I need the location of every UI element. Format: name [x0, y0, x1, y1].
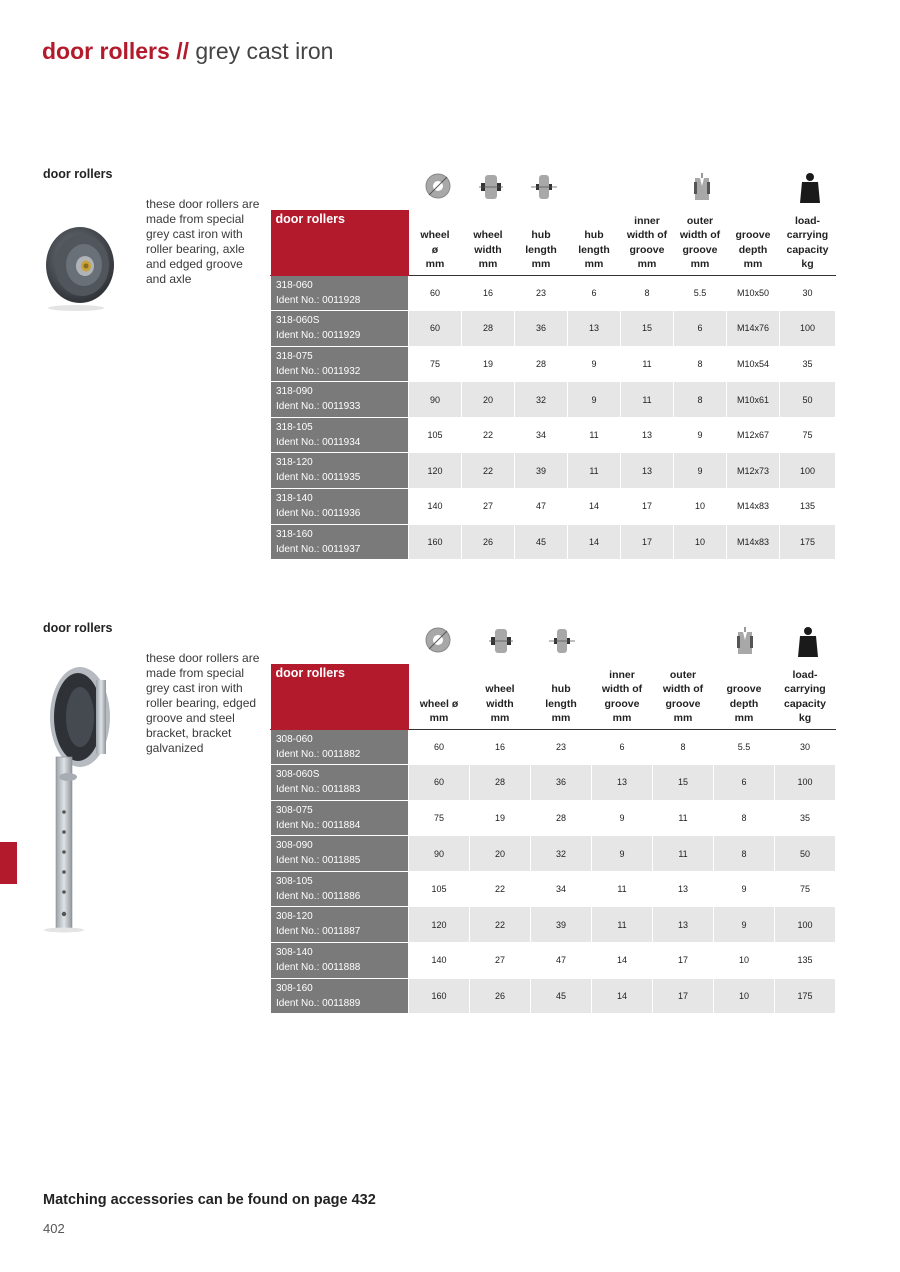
value-cell: 13: [568, 311, 621, 347]
value-cell: 9: [568, 382, 621, 418]
product-code-cell: [271, 907, 409, 943]
header-line: outer: [669, 668, 697, 681]
product-code-cell: [271, 765, 409, 801]
chapter-marker-tab: [0, 842, 17, 884]
header-line: width of: [662, 683, 704, 695]
header-line: mm: [478, 258, 498, 270]
table-row: [271, 871, 836, 907]
value-cell: 47: [515, 489, 568, 525]
header-line: wheel ø: [419, 697, 459, 710]
wheel-diameter-icon: [424, 626, 452, 654]
column-header-inner-groove-width: [621, 210, 674, 275]
value-cell: 8: [674, 382, 727, 418]
column-header-wheel-diameter: [409, 210, 462, 275]
value-cell: 8: [621, 275, 674, 311]
value-cell: 9: [714, 871, 775, 907]
value-cell: 13: [653, 907, 714, 943]
section-2-title: door rollers: [43, 621, 113, 635]
value-cell: 14: [592, 978, 653, 1014]
product-code: 318-060: [276, 279, 313, 291]
value-cell: 22: [470, 907, 531, 943]
value-cell: 10: [674, 524, 727, 560]
value-cell: 28: [462, 311, 515, 347]
value-cell: 14: [592, 943, 653, 979]
value-cell: 34: [531, 871, 592, 907]
column-header-hub-length-2: [568, 210, 621, 275]
value-cell: 9: [714, 907, 775, 943]
value-cell: 35: [775, 800, 836, 836]
product-code: 308-105: [276, 875, 313, 887]
table-row: [271, 346, 836, 382]
header-line: length: [525, 243, 557, 256]
page-number: 402: [43, 1221, 65, 1236]
column-header-inner-groove-width: [592, 664, 653, 729]
column-header-outer-groove-width: [653, 664, 714, 729]
ident-number: Ident No.: 0011883: [276, 784, 361, 796]
wheel-diameter-icon: [424, 172, 452, 200]
header-line: capacity: [783, 697, 827, 710]
value-cell: 34: [515, 417, 568, 453]
header-line: mm: [425, 258, 445, 270]
product-table-318: [270, 210, 836, 560]
value-cell: 19: [470, 800, 531, 836]
product-code-cell: [271, 382, 409, 418]
wheel-width-icon: [489, 626, 513, 656]
header-line: wheel: [485, 683, 515, 695]
value-cell: 60: [409, 729, 470, 765]
value-cell: 90: [409, 382, 462, 418]
value-cell: 6: [674, 311, 727, 347]
table-title: door rollers: [271, 210, 409, 275]
value-cell: 13: [621, 417, 674, 453]
column-header-outer-groove-width: [674, 210, 727, 275]
table-row: [271, 907, 836, 943]
product-code: 318-060S: [276, 315, 320, 327]
value-cell: 11: [592, 871, 653, 907]
product-code: 308-120: [276, 911, 313, 923]
value-cell: 47: [531, 943, 592, 979]
value-cell: 35: [780, 346, 836, 382]
value-cell: 32: [515, 382, 568, 418]
value-cell: 20: [470, 836, 531, 872]
header-line: groove: [735, 229, 771, 241]
value-cell: 17: [621, 524, 674, 560]
groove-width-icon: [692, 172, 712, 202]
value-cell: 175: [775, 978, 836, 1014]
ident-number: Ident No.: 0011886: [276, 890, 361, 902]
value-cell: 10: [714, 943, 775, 979]
table-row: [271, 800, 836, 836]
load-weight-icon: [796, 626, 820, 658]
header-line: depth: [738, 243, 768, 256]
product-code: 318-090: [276, 386, 313, 398]
table-row: [271, 382, 836, 418]
value-cell: M10x54: [727, 346, 780, 382]
header-line: depth: [729, 697, 759, 710]
value-cell: 14: [568, 524, 621, 560]
value-cell: 28: [515, 346, 568, 382]
product-code-cell: [271, 729, 409, 765]
value-cell: 20: [462, 382, 515, 418]
value-cell: 105: [409, 417, 462, 453]
value-cell: 140: [409, 489, 462, 525]
header-line: kg: [798, 712, 812, 724]
header-line: mm: [612, 712, 632, 724]
ident-number: Ident No.: 0011928: [276, 294, 361, 306]
value-cell: 140: [409, 943, 470, 979]
value-cell: 60: [409, 765, 470, 801]
section-1-description: these door rollers are made from special grey cast iron with roller bearing, axle and edged groove and axle: [146, 197, 260, 286]
value-cell: 27: [470, 943, 531, 979]
value-cell: 32: [531, 836, 592, 872]
value-cell: 19: [462, 346, 515, 382]
value-cell: 22: [462, 453, 515, 489]
value-cell: M10x61: [727, 382, 780, 418]
value-cell: 160: [409, 524, 462, 560]
load-weight-icon: [798, 172, 822, 204]
product-code-cell: [271, 871, 409, 907]
header-line: capacity: [786, 243, 829, 256]
header-line: mm: [490, 712, 510, 724]
value-cell: 11: [653, 836, 714, 872]
column-header-groove-depth: [714, 664, 775, 729]
product-code-cell: [271, 346, 409, 382]
value-cell: 90: [409, 836, 470, 872]
value-cell: 45: [531, 978, 592, 1014]
table-row: [271, 836, 836, 872]
product-code-cell: [271, 275, 409, 311]
value-cell: 23: [531, 729, 592, 765]
product-code-cell: [271, 524, 409, 560]
header-line: wheel: [420, 229, 450, 241]
product-code: 308-140: [276, 947, 313, 959]
column-header-load-capacity: [775, 664, 836, 729]
product-code: 318-075: [276, 350, 313, 362]
value-cell: 11: [621, 346, 674, 382]
value-cell: 22: [470, 871, 531, 907]
product-code-cell: [271, 453, 409, 489]
ident-number: Ident No.: 0011932: [276, 365, 361, 377]
value-cell: 11: [653, 800, 714, 836]
value-cell: M14x83: [727, 489, 780, 525]
header-line: length: [578, 243, 610, 256]
value-cell: 8: [653, 729, 714, 765]
table-title: door rollers: [271, 664, 409, 729]
value-cell: 120: [409, 453, 462, 489]
product-code: 318-140: [276, 493, 313, 505]
header-line: mm: [734, 712, 754, 724]
header-line: ø: [431, 243, 439, 256]
value-cell: 100: [780, 453, 836, 489]
value-cell: 100: [775, 765, 836, 801]
value-cell: 17: [653, 978, 714, 1014]
header-line: width of: [679, 229, 721, 241]
value-cell: 16: [470, 729, 531, 765]
header-line: kg: [801, 258, 814, 270]
value-cell: 39: [515, 453, 568, 489]
header-line: mm: [637, 258, 657, 270]
column-header-hub-length: [531, 664, 592, 729]
header-line: mm: [673, 712, 693, 724]
value-cell: 105: [409, 871, 470, 907]
column-header-groove-depth: [727, 210, 780, 275]
value-cell: 16: [462, 275, 515, 311]
value-cell: 13: [621, 453, 674, 489]
header-line: inner: [609, 668, 635, 681]
value-cell: 75: [409, 346, 462, 382]
value-cell: 39: [531, 907, 592, 943]
product-code: 318-160: [276, 528, 313, 540]
product-table-308: [270, 664, 836, 1014]
value-cell: 175: [780, 524, 836, 560]
ident-number: Ident No.: 0011882: [276, 748, 361, 760]
header-line: hub: [551, 683, 571, 695]
value-cell: 17: [653, 943, 714, 979]
header-line: hub: [584, 229, 604, 241]
value-cell: 23: [515, 275, 568, 311]
ident-number: Ident No.: 0011889: [276, 997, 361, 1009]
value-cell: 10: [714, 978, 775, 1014]
value-cell: 28: [470, 765, 531, 801]
column-header-wheel-diameter: [409, 664, 470, 729]
value-cell: 14: [568, 489, 621, 525]
header-line: carrying: [784, 683, 826, 695]
value-cell: 100: [775, 907, 836, 943]
header-line: mm: [690, 258, 710, 270]
header-line: width of: [626, 229, 668, 241]
product-code: 318-105: [276, 421, 313, 433]
table-row: [271, 765, 836, 801]
value-cell: 26: [470, 978, 531, 1014]
value-cell: 22: [462, 417, 515, 453]
page-title-category: door rollers //: [42, 38, 189, 64]
column-header-hub-length-1: [515, 210, 568, 275]
value-cell: M14x76: [727, 311, 780, 347]
header-line: groove: [629, 243, 665, 256]
table-row: [271, 489, 836, 525]
accessories-note: Matching accessories can be found on page 432: [43, 1192, 376, 1208]
value-cell: 10: [674, 489, 727, 525]
ident-number: Ident No.: 0011934: [276, 436, 361, 448]
value-cell: 5.5: [674, 275, 727, 311]
value-cell: 5.5: [714, 729, 775, 765]
value-cell: 9: [674, 417, 727, 453]
bracket-roller-photo: [36, 662, 126, 934]
ident-number: Ident No.: 0011887: [276, 926, 361, 938]
ident-number: Ident No.: 0011885: [276, 855, 361, 867]
ident-number: Ident No.: 0011929: [276, 330, 361, 342]
value-cell: 50: [780, 382, 836, 418]
value-cell: 120: [409, 907, 470, 943]
value-cell: 9: [674, 453, 727, 489]
value-cell: 26: [462, 524, 515, 560]
header-line: groove: [726, 683, 762, 695]
header-line: width: [486, 697, 514, 710]
value-cell: 11: [592, 907, 653, 943]
product-code: 308-060: [276, 733, 313, 745]
table-row: [271, 943, 836, 979]
value-cell: 8: [674, 346, 727, 382]
table-row: [271, 978, 836, 1014]
header-line: inner: [634, 214, 660, 227]
value-cell: 9: [568, 346, 621, 382]
section-1-title: door rollers: [43, 167, 113, 181]
page-title: [42, 38, 333, 65]
column-header-wheel-width: [462, 210, 515, 275]
value-cell: 13: [592, 765, 653, 801]
header-line: mm: [551, 712, 571, 724]
value-cell: 11: [621, 382, 674, 418]
product-code: 308-160: [276, 982, 313, 994]
value-cell: 36: [531, 765, 592, 801]
table-row: [271, 275, 836, 311]
value-cell: M12x73: [727, 453, 780, 489]
table-row: [271, 311, 836, 347]
value-cell: 36: [515, 311, 568, 347]
value-cell: 100: [780, 311, 836, 347]
value-cell: 135: [775, 943, 836, 979]
table-row: [271, 453, 836, 489]
header-line: mm: [531, 258, 551, 270]
header-line: wheel: [473, 229, 503, 241]
wheel-width-icon: [479, 172, 503, 202]
column-header-wheel-width: [470, 664, 531, 729]
product-code-cell: [271, 943, 409, 979]
product-code-cell: [271, 836, 409, 872]
product-code: 308-090: [276, 840, 313, 852]
value-cell: 9: [592, 836, 653, 872]
header-line: groove: [665, 697, 701, 710]
value-cell: M12x67: [727, 417, 780, 453]
ident-number: Ident No.: 0011888: [276, 962, 361, 974]
header-line: mm: [584, 258, 604, 270]
groove-width-icon: [735, 626, 755, 656]
value-cell: 17: [621, 489, 674, 525]
value-cell: 11: [568, 453, 621, 489]
table-row: [271, 729, 836, 765]
value-cell: 8: [714, 836, 775, 872]
value-cell: 11: [568, 417, 621, 453]
door-roller-photo: [38, 213, 118, 313]
value-cell: 60: [409, 275, 462, 311]
value-cell: 6: [592, 729, 653, 765]
section-2-description: these door rollers are made from special grey cast iron with roller bearing, edged groove and steel bracket, bracket galvanized: [146, 651, 260, 755]
product-code-cell: [271, 311, 409, 347]
header-line: carrying: [786, 229, 829, 241]
value-cell: 6: [568, 275, 621, 311]
product-code-cell: [271, 417, 409, 453]
value-cell: 30: [780, 275, 836, 311]
product-code: 308-075: [276, 804, 313, 816]
ident-number: Ident No.: 0011937: [276, 543, 361, 555]
header-line: hub: [531, 229, 551, 241]
page-title-material: grey cast iron: [195, 38, 334, 64]
header-line: mm: [429, 712, 449, 724]
header-line: width: [474, 243, 502, 256]
value-cell: 27: [462, 489, 515, 525]
table-row: [271, 417, 836, 453]
table-row: [271, 524, 836, 560]
value-cell: 50: [775, 836, 836, 872]
value-cell: 13: [653, 871, 714, 907]
header-line: groove: [604, 697, 640, 710]
ident-number: Ident No.: 0011933: [276, 401, 361, 413]
value-cell: 75: [780, 417, 836, 453]
value-cell: 6: [714, 765, 775, 801]
header-line: load-: [794, 214, 821, 227]
value-cell: 160: [409, 978, 470, 1014]
value-cell: M10x50: [727, 275, 780, 311]
ident-number: Ident No.: 0011936: [276, 508, 361, 520]
value-cell: 28: [531, 800, 592, 836]
product-code-cell: [271, 978, 409, 1014]
value-cell: 15: [653, 765, 714, 801]
header-line: outer: [686, 214, 714, 227]
value-cell: 15: [621, 311, 674, 347]
ident-number: Ident No.: 0011935: [276, 472, 361, 484]
header-line: mm: [743, 258, 763, 270]
value-cell: 60: [409, 311, 462, 347]
value-cell: 30: [775, 729, 836, 765]
ident-number: Ident No.: 0011884: [276, 819, 361, 831]
value-cell: 45: [515, 524, 568, 560]
value-cell: 135: [780, 489, 836, 525]
column-header-load-capacity: [780, 210, 836, 275]
value-cell: 75: [409, 800, 470, 836]
product-code: 308-060S: [276, 769, 320, 781]
header-line: width of: [601, 683, 643, 695]
value-cell: M14x83: [727, 524, 780, 560]
header-line: load-: [792, 668, 818, 681]
product-code-cell: [271, 489, 409, 525]
header-line: length: [545, 697, 577, 710]
product-code: 318-120: [276, 457, 313, 469]
product-code-cell: [271, 800, 409, 836]
value-cell: 8: [714, 800, 775, 836]
value-cell: 9: [592, 800, 653, 836]
header-line: groove: [682, 243, 718, 256]
hub-length-icon: [549, 626, 575, 656]
value-cell: 75: [775, 871, 836, 907]
hub-length-icon: [531, 172, 557, 202]
